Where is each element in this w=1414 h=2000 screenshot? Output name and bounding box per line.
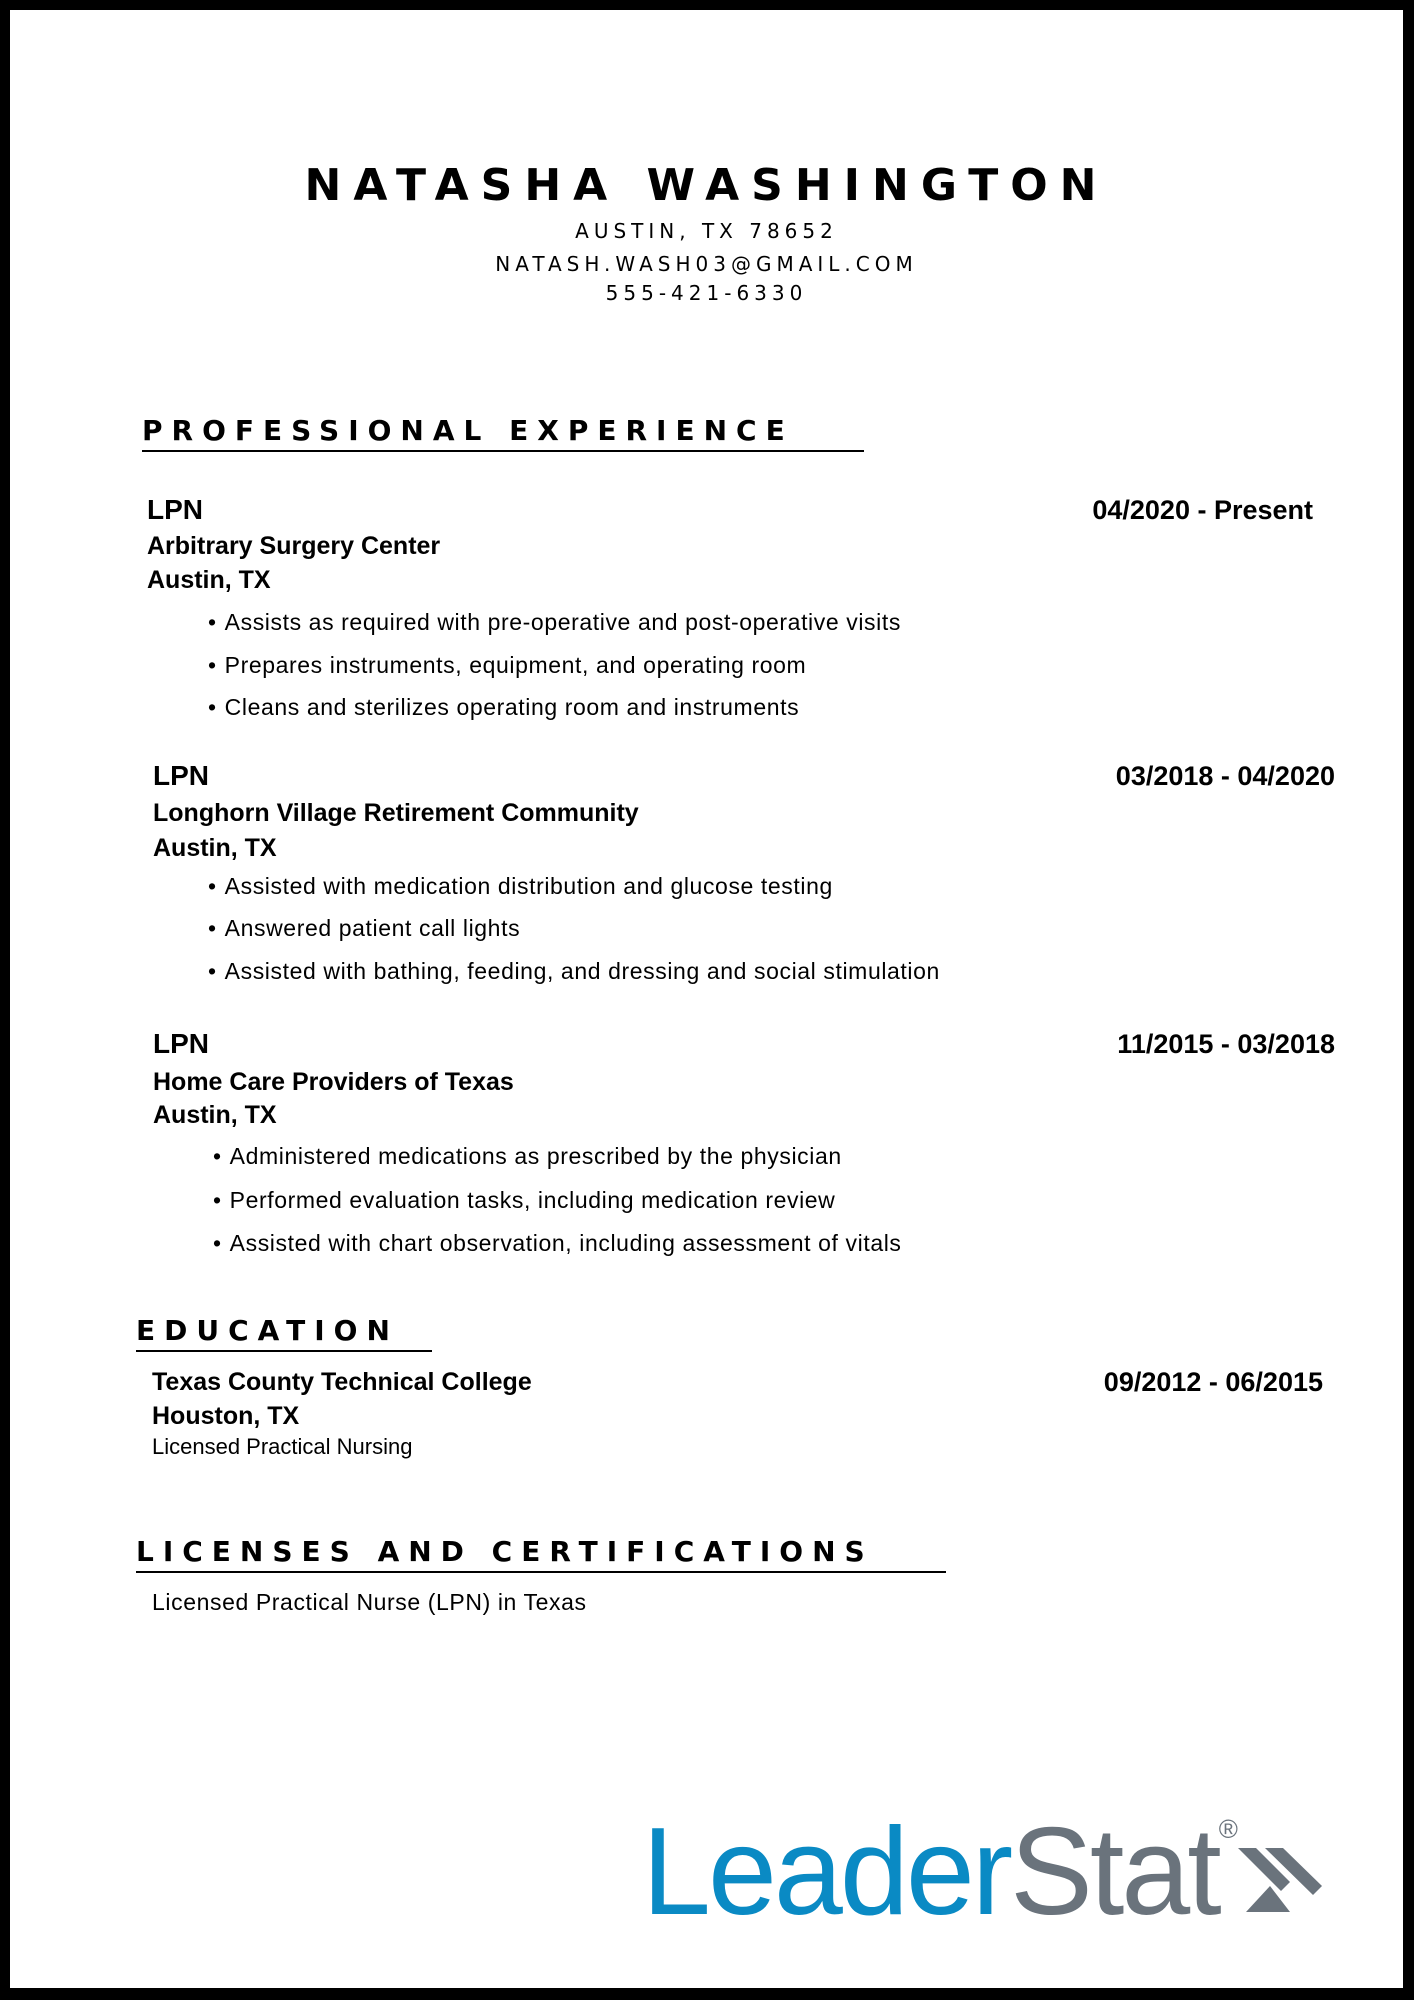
resume-page [10,10,1403,1988]
job-dates: 03/2018 - 04/2020 [1115,761,1335,791]
email: NATASH.WASH03@GMAIL.COM [495,252,918,276]
job-company: Home Care Providers of Texas [153,1068,514,1096]
address: AUSTIN, TX 78652 [575,219,838,243]
job-bullet: • Assisted with bathing, feeding, and dressing and social stimulation [208,957,940,985]
registered-mark: ® [1218,1814,1235,1844]
job-bullet: • Prepares instruments, equipment, and operating room [208,651,806,679]
logo-text-stat: Stat [1010,1803,1219,1941]
candidate-name: NATASHA WASHINGTON [304,160,1109,211]
job-bullet: • Administered medications as prescribed by the physician [213,1142,842,1170]
section-heading-licenses: LICENSES AND CERTIFICATIONS [136,1535,946,1573]
job-bullet: • Assisted with chart observation, including assessment of vitals [213,1229,902,1257]
job-bullet: • Assisted with medication distribution and glucose testing [208,872,833,900]
section-heading-experience: PROFESSIONAL EXPERIENCE [142,414,864,452]
job-bullet: • Performed evaluation tasks, including medication review [213,1186,835,1214]
job-location: Austin, TX [153,834,277,862]
job-location: Austin, TX [147,566,271,594]
job-title: LPN [153,1028,209,1059]
school-name: Texas County Technical College [152,1368,532,1396]
job-bullet: • Assists as required with pre-operative and post-operative visits [208,608,901,636]
license-text: Licensed Practical Nurse (LPN) in Texas [152,1589,587,1615]
job-bullet: • Answered patient call lights [208,914,520,942]
job-company: Longhorn Village Retirement Community [153,799,639,827]
program: Licensed Practical Nursing [152,1434,413,1459]
education-dates: 09/2012 - 06/2015 [1103,1367,1323,1397]
section-heading-education: EDUCATION [136,1314,432,1352]
job-title: LPN [153,760,209,791]
school-location: Houston, TX [152,1402,300,1430]
license-item [152,1588,587,1616]
job-company: Arbitrary Surgery Center [147,532,441,560]
job-location: Austin, TX [153,1101,277,1129]
leaderstat-logo [642,1803,1235,1941]
phone: 555-421-6330 [605,281,808,305]
job-title: LPN [147,494,203,525]
logo-chevron-icon [1238,1848,1328,1918]
logo-text-leader: Leader [642,1803,1011,1941]
job-dates: 04/2020 - Present [1092,495,1313,525]
job-bullet: • Cleans and sterilizes operating room and instruments [208,693,799,721]
job-dates: 11/2015 - 03/2018 [1117,1029,1335,1059]
